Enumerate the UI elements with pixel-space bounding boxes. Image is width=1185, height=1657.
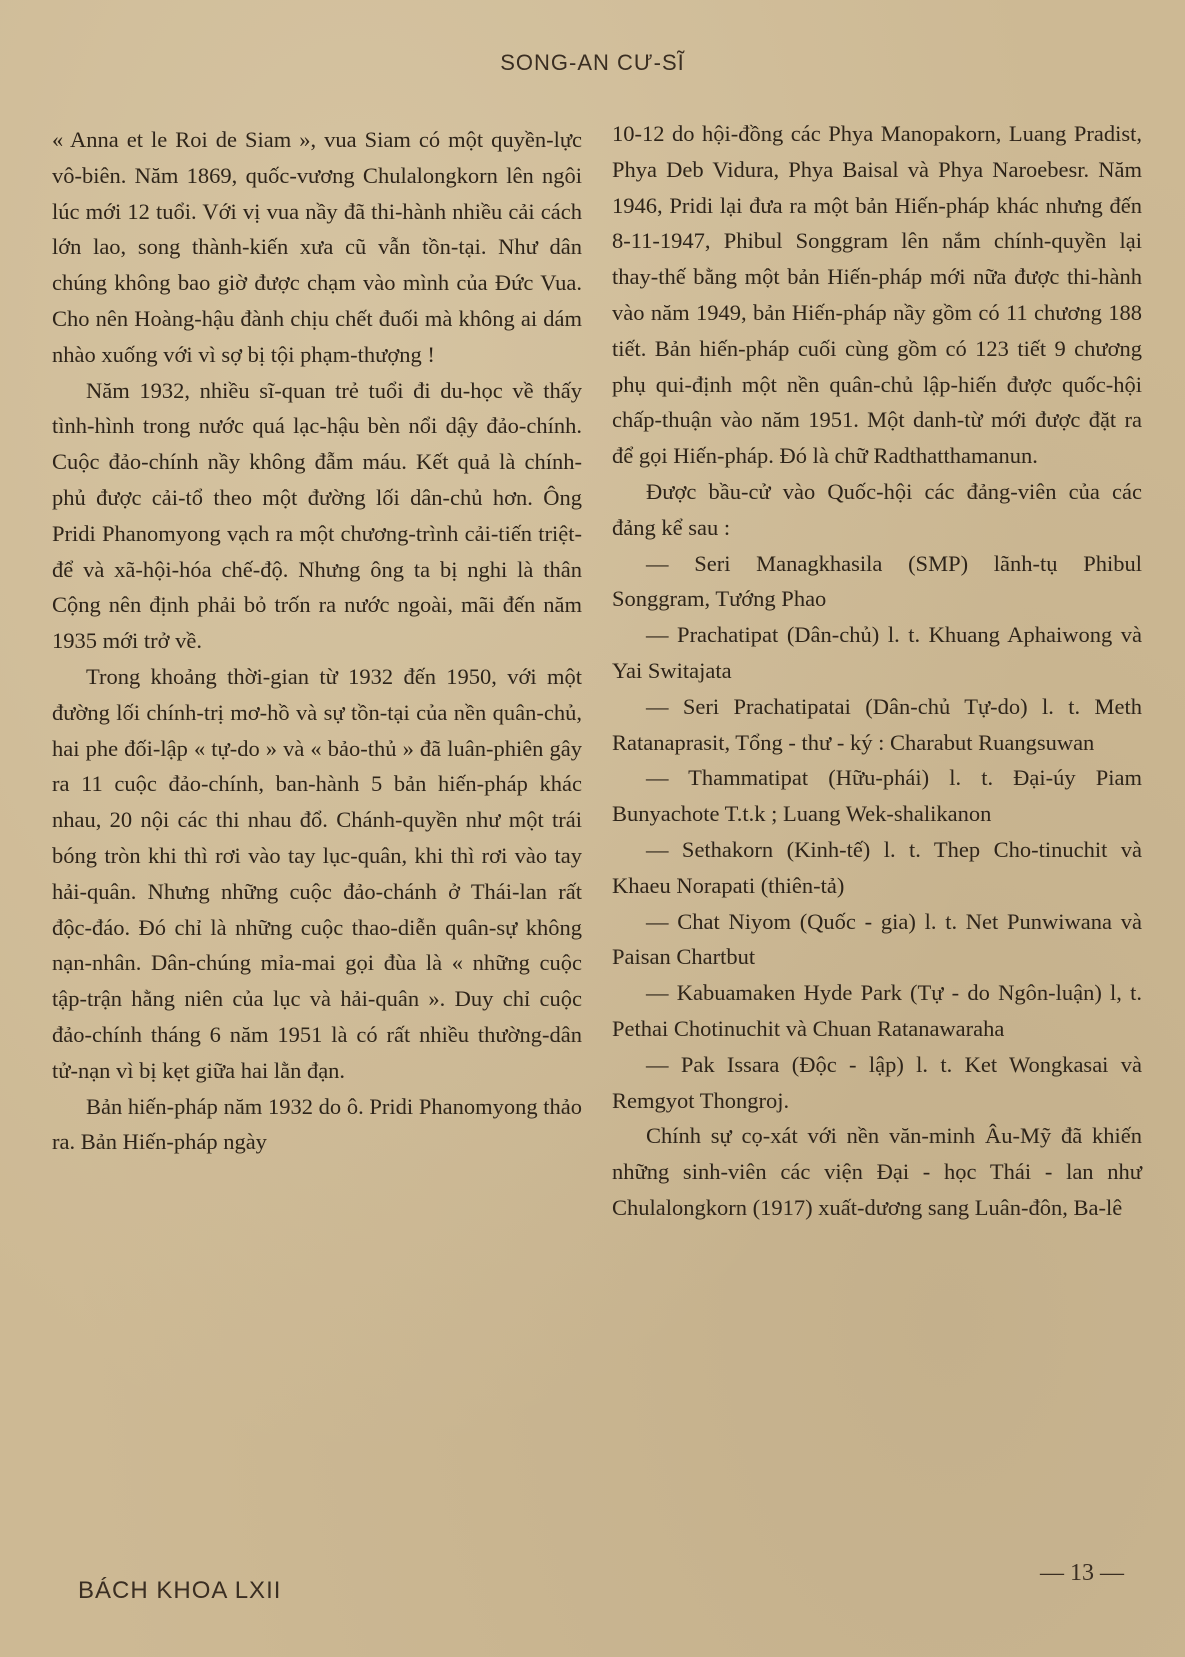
party-list-item: — Chat Niyom (Quốc - gia) l. t. Net Punwiwana và Paisan Chartbut: [612, 908, 1142, 970]
footer-magazine-title: BÁCH KHOA LXII: [78, 1577, 282, 1604]
paragraph: « Anna et le Roi de Siam », vua Siam có một quyền-lực vô-biên. Năm 1869, quốc-vương Chulalongkorn lên ngôi lúc mới 12 tuổi. Với vị vua nầy đã thi-hành nhiều cải cách lớn lao, song thành-kiến xưa cũ vẫn tồn-tại. Như dân chúng không bao giờ được chạm vào mình của Đức Vua. Cho nên Hoàng-hậu đành chịu chết đuối mà không ai dám nhào xuống với vì sợ bị tội phạm-thượng !: [52, 127, 582, 367]
party-list-item: — Prachatipat (Dân-chủ) l. t. Khuang Aphaiwong và Yai Switajata: [612, 622, 1142, 683]
party-list-item: — Pak Issara (Độc - lập) l. t. Ket Wongkasai và Remgyot Thongroj.: [612, 1051, 1142, 1113]
party-list-item: — Sethakorn (Kinh-tế) l. t. Thep Cho-tinuchit và Khaeu Norapati (thiên-tả): [612, 836, 1142, 898]
paragraph: 10-12 do hội-đồng các Phya Manopakorn, Luang Pradist, Phya Deb Vidura, Phya Baisal và Phya Naroebesr. Năm 1946, Pridi lại đưa ra một bản Hiến-pháp khác nhưng đến 8-11-1947, Phibul Songgram lên nắm chính-quyền lại thay-thế bằng một bản Hiến-pháp mới nữa được thi-hành vào năm 1949, bản Hiến-pháp nầy gồm có 11 chương 188 tiết. Bản hiến-pháp cuối cùng gồm có 123 tiết 9 chương phụ qui-định một nền quân-chủ lập-hiến được quốc-hội chấp-thuận vào năm 1951. Một danh-từ mới được đặt ra để gọi Hiến-pháp. Đó là chữ Radthatthamanun.: [612, 121, 1142, 469]
paragraph: Được bầu-cử vào Quốc-hội các đảng-viên của các đảng kể sau :: [612, 478, 1142, 540]
right-column: [612, 116, 1142, 1226]
paragraph: Chính sự cọ-xát với nền văn-minh Âu-Mỹ đã khiến những sinh-viên các viện Đại - học Thái - lan như Chulalongkorn (1917) xuất-dương sang Luân-đôn, Ba-lê: [612, 1123, 1142, 1220]
running-head-author: SONG-AN CƯ-SĨ: [500, 50, 685, 75]
paragraph: Bản hiến-pháp năm 1932 do ô. Pridi Phanomyong thảo ra. Bản Hiến-pháp ngày: [52, 1093, 582, 1155]
party-list-item: — Seri Prachatipatai (Dân-chủ Tự-do) l. t. Meth Ratanaprasit, Tổng - thư - ký : Charabut Ruangsuwan: [612, 693, 1142, 755]
paragraph: Năm 1932, nhiều sĩ-quan trẻ tuổi đi du-học về thấy tình-hình trong nước quá lạc-hậu bèn nổi dậy đảo-chính. Cuộc đảo-chính nầy không đẫm máu. Kết quả là chính-phủ được cải-tổ theo một đường lối dân-chủ hơn. Ông Pridi Phanomyong vạch ra một chương-trình cải-tiến triệt-để và xã-hội-hóa chế-độ. Nhưng ông ta bị nghi là thân Cộng nên định phải bỏ trốn ra nước ngoài, mãi đến năm 1935 mới trở về.: [52, 377, 582, 654]
party-list-item: — Thammatipat (Hữu-phái) l. t. Đại-úy Piam Bunyachote T.t.k ; Luang Wek-shalikanon: [612, 765, 1142, 827]
footer-page-number: — 13 —: [1040, 1560, 1124, 1586]
party-list-item: — Seri Managkhasila (SMP) lãnh-tụ Phibul Songgram, Tướng Phao: [612, 550, 1142, 612]
party-list-item: — Kabuamaken Hyde Park (Tự - do Ngôn-luận) l, t. Pethai Chotinuchit và Chuan Ratanawaraha: [612, 980, 1142, 1041]
paragraph: Trong khoảng thời-gian từ 1932 đến 1950, với một đường lối chính-trị mơ-hồ và sự tồn-tại của nền quân-chủ, hai phe đối-lập « tự-do » và « bảo-thủ » đã luân-phiên gây ra 11 cuộc đảo-chính, ban-hành 5 bản hiến-pháp khác nhau, 20 nội các thi nhau đổ. Chánh-quyền như một trái bóng tròn khi thì rơi vào tay lục-quân, khi thì rơi vào tay hải-quân. Nhưng những cuộc đảo-chánh ở Thái-lan rất độc-đáo. Đó chỉ là những cuộc thao-diễn quân-sự không nạn-nhân. Dân-chúng mỉa-mai gọi đùa là « những cuộc tập-trận hằng niên của lục và hải-quân ». Duy chỉ cuộc đảo-chính tháng 6 năm 1951 là có rất nhiều thường-dân tử-nạn vì bị kẹt giữa hai lằn đạn.: [52, 663, 582, 1083]
left-column: [52, 122, 582, 1160]
